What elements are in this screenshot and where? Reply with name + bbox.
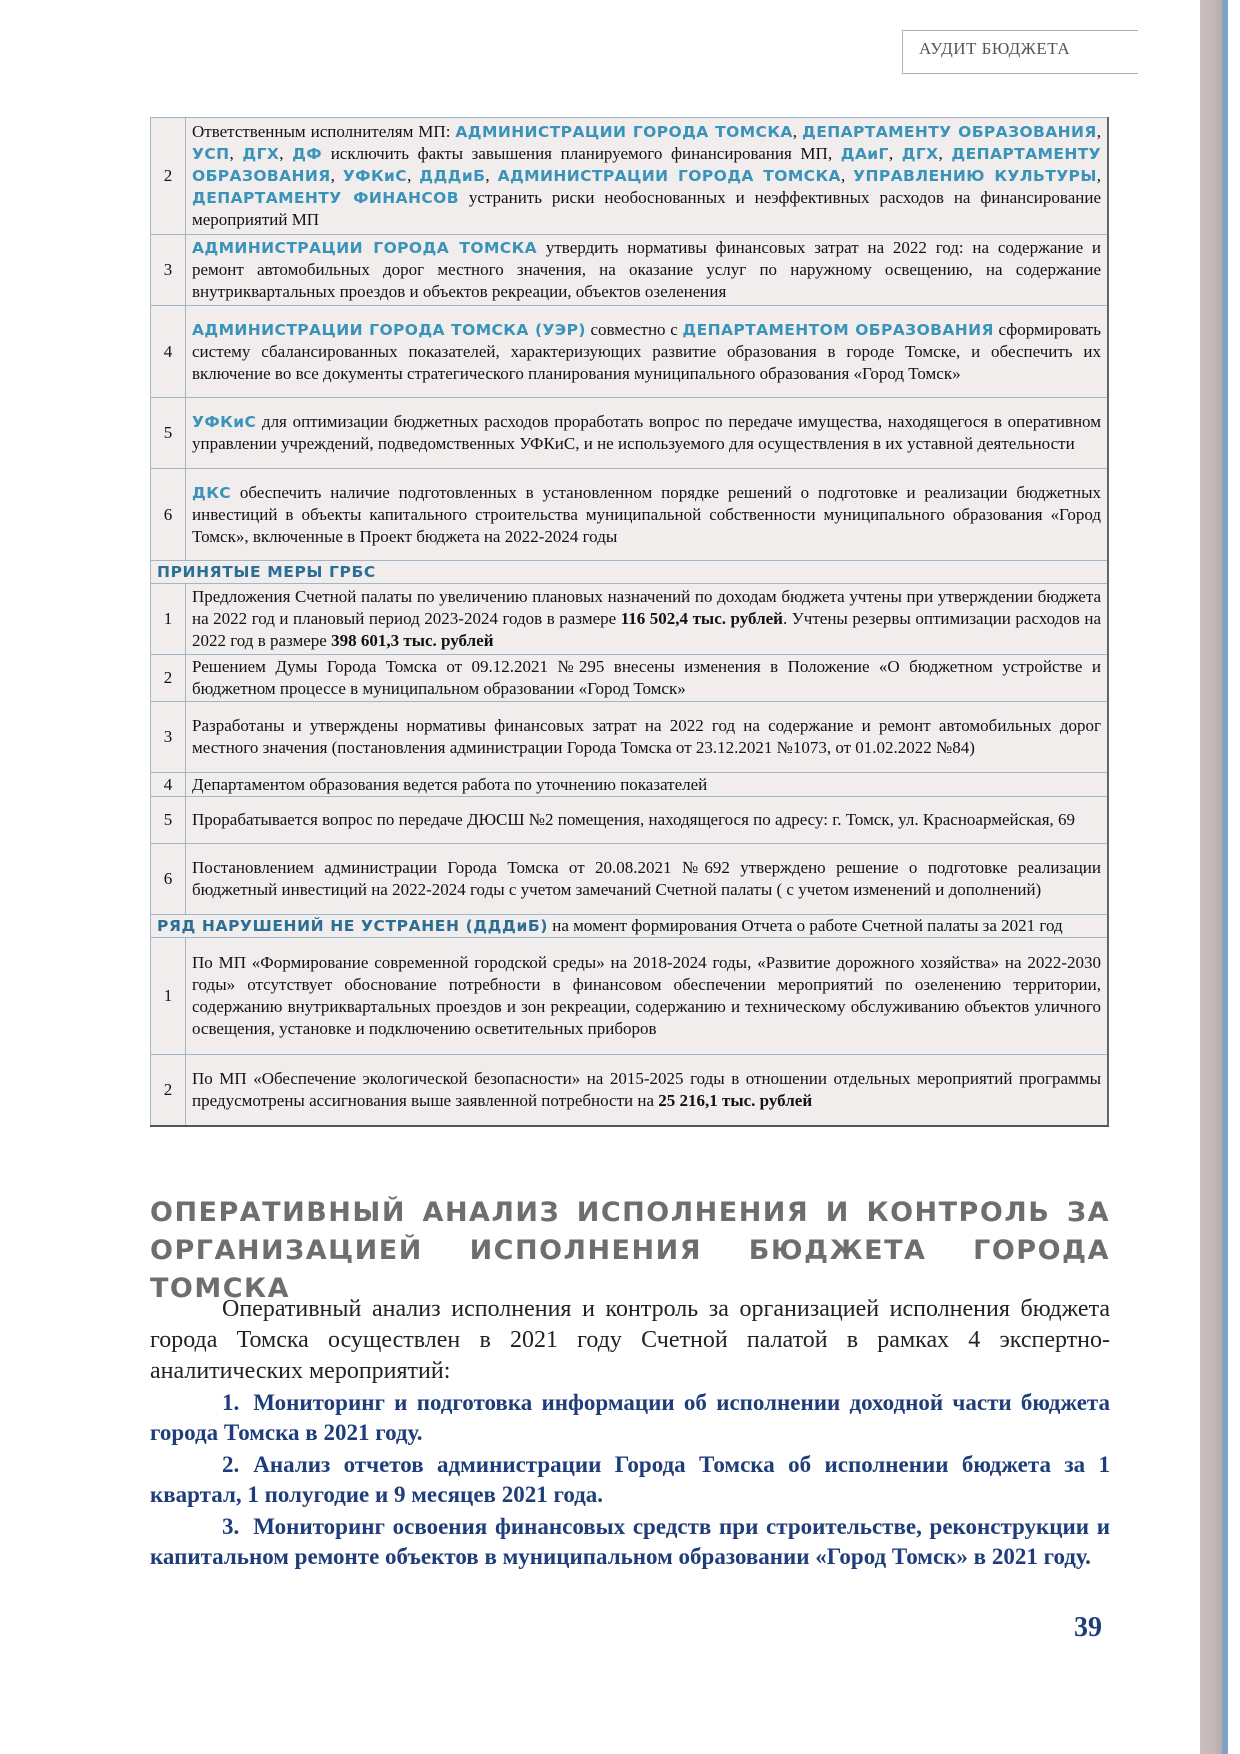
row-number: 2 (151, 1055, 186, 1126)
row-text (186, 797, 1109, 844)
cell-text: Разработаны и утверждены нормативы финансовых затрат на 2022 год на содержание и ремонт автомобильных дорог местного значения (постановления администрации Города Томска от 23.12.2021 №1073, от 01.02.2022 №84) (192, 716, 1101, 757)
cell-text: По МП «Обеспечение экологической безопасности» на 2015-2025 годы в отношении отдельных мероприятий программы предусмотрены ассигнования выше заявленной потребности на (192, 1068, 1101, 1110)
list-item-number: 2. (222, 1452, 240, 1477)
amount-value: 116 502,4 тыс. рублей (620, 609, 783, 628)
amount-value: 398 601,3 тыс. рублей (331, 631, 494, 650)
cell-text: , (938, 144, 952, 163)
row-text (186, 584, 1109, 655)
list-item-text: Мониторинг освоения финансовых средств при строительстве, реконструкции и капитальном ремонте объектов в муниципальном образовании «Город Томск» в 2021 году. (150, 1514, 1110, 1569)
org-name: ДЕПАРТАМЕНТУ ФИНАНСОВ (192, 189, 459, 207)
org-name: АДМИНИСТРАЦИИ ГОРОДА ТОМСКА (192, 239, 538, 257)
row-number: 2 (151, 655, 186, 702)
cell-text: устранить риски необоснованных и неэффективных расходов на финансирование мероприятий МП (192, 188, 1101, 229)
row-number: 1 (151, 584, 186, 655)
row-text (186, 1055, 1109, 1126)
list-item-number: 1. (222, 1390, 240, 1415)
section-heading: ОПЕРАТИВНЫЙ АНАЛИЗ ИСПОЛНЕНИЯ И КОНТРОЛЬ ЗА ОРГАНИЗАЦИЕЙ ИСПОЛНЕНИЯ БЮДЖЕТА ГОРОДА ТОМСКА (150, 1197, 1110, 1304)
cell-text: Департаментом образования ведется работа по уточнению показателей (192, 774, 708, 794)
cell-text: Постановлением администрации Города Томска от 20.08.2021 №692 утверждено решение о подготовке реализации бюджетный инвестиций на 2022-2024 годы с учетом замечаний Счетной палаты ( с учетом изменений и дополнений) (192, 858, 1101, 899)
cell-text: , (1096, 122, 1102, 141)
running-header: АУДИТ БЮДЖЕТА (902, 30, 1138, 74)
side-decoration-edge (1222, 0, 1228, 1754)
org-name: ДДДиБ (419, 167, 486, 185)
row-text (186, 938, 1109, 1055)
measures-heading-title: ПРИНЯТЫЕ МЕРЫ ГРБС (157, 563, 376, 581)
cell-text: сформировать систему сбалансированных показателей, характеризующих развитие образования в городе Томске, и обеспечить их включение во все документы стратегического планирования муниципального образования «Город Томск» (192, 319, 1101, 383)
recommendation-row (151, 235, 1109, 306)
row-number: 4 (151, 773, 186, 797)
cell-text: Прорабатывается вопрос по передаче ДЮСШ №2 помещения, находящегося по адресу: г. Томск, ул. Красноармейская, 69 (192, 810, 1076, 829)
row-text (186, 235, 1109, 306)
recommendation-row (151, 118, 1109, 235)
org-name: ДГХ (901, 145, 939, 163)
row-number: 1 (151, 938, 186, 1055)
cell-text: , (279, 144, 293, 163)
row-number: 3 (151, 235, 186, 306)
measure-row (151, 773, 1109, 797)
list-item (150, 1450, 1110, 1510)
row-text (186, 655, 1109, 702)
org-name: ДФ (292, 145, 323, 163)
cell-text: По МП «Формирование современной городской среды» на 2018-2024 годы, «Развитие дорожного хозяйства» на 2022-2030 годы» отсутствует обоснование потребности в финансовом обеспечении мероприятий по озеленению территории, содержанию внутриквартальных проездов и зон рекреации, содержанию и техническому обслуживанию объектов уличного освещения, установке и подключению осветительных приборов (192, 953, 1101, 1038)
list-item (150, 1512, 1110, 1572)
audit-results-table-body (151, 118, 1109, 1126)
cell-text: , (330, 166, 343, 185)
page-number: 39 (1074, 1612, 1102, 1643)
measure-row (151, 655, 1109, 702)
row-number: 3 (151, 702, 186, 773)
cell-text: , (1096, 166, 1102, 185)
cell-text: утвердить нормативы финансовых затрат на 2022 год: на содержание и ремонт автомобильных дорог местного значения, на оказание услуг по наружному освещению, на содержание внутриквартальных проездов и объектов рекреации, объектов озеленения (192, 238, 1102, 301)
org-name: УФКиС (342, 167, 408, 185)
org-name: ДГХ (242, 145, 280, 163)
row-text (186, 398, 1109, 469)
org-name: АДМИНИСТРАЦИИ ГОРОДА ТОМСКА (УЭР) (192, 320, 586, 339)
audit-results-table (150, 117, 1109, 1127)
row-number: 6 (151, 844, 186, 915)
cell-text: для оптимизации бюджетных расходов проработать вопрос по передаче имущества, находящегося в оперативном управлении учреждений, подведомственных УФКиС, и не используемого для осуществления в их уставной деятельности (192, 412, 1101, 453)
org-name: УСП (192, 145, 230, 163)
measures-list (150, 1388, 1110, 1574)
measure-row (151, 844, 1109, 915)
row-number: 4 (151, 306, 186, 398)
row-text (186, 773, 1109, 797)
violations-heading (151, 915, 1109, 938)
cell-text: . Учтены резервы оптимизации расходов на 2022 год в размере (192, 609, 1101, 650)
org-name: УФКиС (192, 413, 257, 431)
cell-text: Решением Думы Города Томска от 09.12.2021 №295 внесены изменения в Положение «О бюджетном устройстве и бюджетном процессе в муниципальном образовании «Город Томск» (192, 657, 1101, 698)
org-name: АДМИНИСТРАЦИИ ГОРОДА ТОМСКА (455, 123, 793, 141)
measures-heading (151, 561, 1109, 584)
measure-row (151, 584, 1109, 655)
row-text (186, 844, 1109, 915)
cell-text: , (407, 166, 420, 185)
org-name: ДЕПАРТАМЕНТУ ОБРАЗОВАНИЯ (802, 123, 1097, 141)
row-number: 6 (151, 469, 186, 561)
cell-text: Предложения Счетной палаты по увеличению плановых назначений по доходам бюджета учтены при утверждении бюджета на 2022 год и плановый период 2023-2024 годов в размере (192, 587, 1101, 628)
recommendation-row (151, 306, 1109, 398)
row-text (186, 118, 1109, 235)
measure-row (151, 702, 1109, 773)
cell-text: , (792, 122, 803, 141)
list-item (150, 1388, 1110, 1448)
list-item-text: Анализ отчетов администрации Города Томска об исполнении бюджета за 1 квартал, 1 полугодие и 9 месяцев 2021 года. (150, 1452, 1110, 1507)
cell-text: , (840, 166, 854, 185)
row-text (186, 469, 1109, 561)
row-number: 5 (151, 797, 186, 844)
cell-text: исключить факты завышения планируемого финансирования МП, (322, 144, 841, 163)
cell-text: , (888, 144, 902, 163)
violation-row (151, 1055, 1109, 1126)
cell-text: обеспечить наличие подготовленных в установленном порядке решений о подготовке и реализации бюджетных инвестиций в объекты капитального строительства муниципальной собственности муниципального образования «Город Томск», включенные в Проект бюджета на 2022-2024 годы (192, 482, 1101, 546)
violation-row (151, 938, 1109, 1055)
org-name: УПРАВЛЕНИЮ КУЛЬТУРЫ (853, 167, 1097, 185)
row-number: 2 (151, 118, 186, 235)
measure-row (151, 797, 1109, 844)
org-name: АДМИНИСТРАЦИИ ГОРОДА ТОМСКА (497, 167, 841, 185)
row-text (186, 702, 1109, 773)
measures-heading-cell (151, 561, 1109, 584)
org-name: ДКС (192, 483, 232, 502)
org-name: ДЕПАРТАМЕНТОМ ОБРАЗОВАНИЯ (682, 320, 994, 339)
violations-heading-title: РЯД НАРУШЕНИЙ НЕ УСТРАНЕН (ДДДиБ) (157, 917, 549, 935)
violations-heading-rest: на момент формирования Отчета о работе Счетной палаты за 2021 год (548, 916, 1063, 935)
recommendation-row (151, 398, 1109, 469)
section-paragraph: Оперативный анализ исполнения и контроль за организацией исполнения бюджета города Томска осуществлен в 2021 году Счетной палатой в рамках 4 экспертно-аналитических мероприятий: (150, 1296, 1110, 1384)
violations-heading-cell (151, 915, 1109, 938)
row-number: 5 (151, 398, 186, 469)
side-decoration-bar (1200, 0, 1222, 1754)
row-text (186, 306, 1109, 398)
list-item-number: 3. (222, 1514, 240, 1539)
amount-value: 25 216,1 тыс. рублей (658, 1090, 813, 1110)
cell-text: совместно с (585, 319, 683, 339)
recommendation-row (151, 469, 1109, 561)
org-name: ДЕПАРТАМЕНТУ ОБРАЗОВАНИЯ (192, 145, 1102, 185)
list-item-text: Мониторинг и подготовка информации об исполнении доходной части бюджета города Томска в 2021 году. (150, 1390, 1110, 1445)
cell-text: , (229, 144, 243, 163)
cell-text: Ответственным исполнителям МП: (192, 122, 456, 141)
org-name: ДАиГ (840, 145, 889, 163)
cell-text: , (485, 166, 498, 185)
